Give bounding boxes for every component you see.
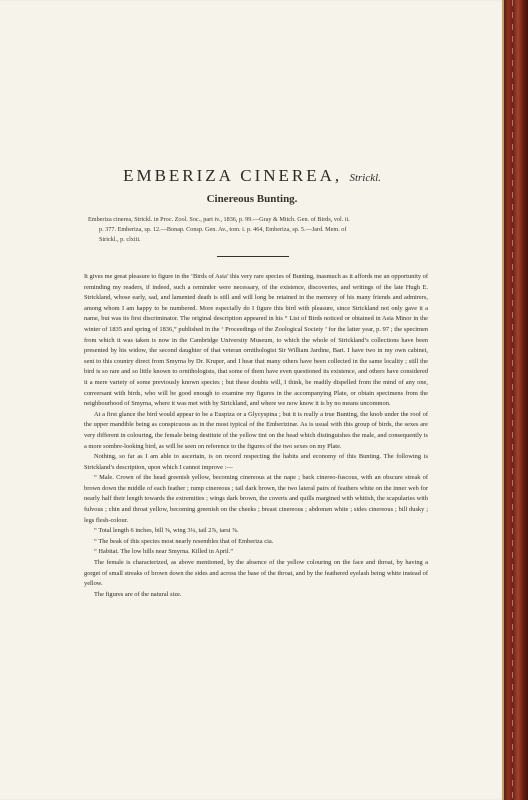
paragraph: “ The beak of this species most nearly resembles that of Emberiza cia.	[94, 537, 274, 545]
synonymy-line: Emberiza cinerea, Strickl. in Proc. Zool. Soc., part iv., 1836, p. 99.—Gray & Mitch. Gen. of Birds, vol. ii.	[88, 216, 350, 223]
paragraph: The female is characterized, as above mentioned, by the absence of the yellow colouring on the face and throat, by having a gorget of small streaks of brown down the sides and across the base of the throat, and by the feathered eyelash being white instead of yellow.	[84, 559, 428, 588]
paragraph: “ Habitat. The low hills near Smyrna. Killed in April.”	[94, 548, 234, 556]
paragraph: At a first glance the bird would appear to be a Euspiza or a Glycyspina ; but it is really a true Bunting, the knob under the roof of the upper mandible being as conspicuous as in the most typical of the Emberizinæ. As is usual with this group of birds, the sexes are very different in colouring, the female being destitute of the yellow tint on the head which distinguishes the male, and consequently is a more sombre-looking bird, as will be seen on reference to the figures of the two sexes on my Plate.	[84, 410, 428, 450]
paragraph: It gives me great pleasure to figure in the ‘Birds of Asia’ this very rare species of Bunting, inasmuch as it affords me an opportunity of reminding my readers, if indeed, such a reminder were necessary, of the existence, discoveries, and writings of the late Hugh E. Strickland, whose early, sad, and lamented death is still and will long be retained in the memory of his many friends and admirers, among whom I am happy to be numbered. More especially do I figure this bird with pleasure, since Strickland not only gave it a name, but was its first discriminator. The original description appeared in his “ List of Birds noticed or obtained in Asia Minor in the winter of 1835 and spring of 1836,” published in the ‘ Proceedings of the Zoological Society ’ for the latter year, p. 97 ; the specimen from which it was taken is now in the Cambridge University Museum, to which the whole of Strickland’s collections have been presented by his widow, the second daughter of that veteran ornithologist Sir William Jardine, Bart. I have two in my own cabinet, sent to this country direct from Smyrna by Dr. Kruper, and I hear that many others have been collected in the same locality ; still the bird is so rare and so little known to ornithologists, that some of them have even questioned its existence, and others have considered it a mere variety of some previously known species ; but these doubts will, I think, be readily dispelled from the mind of any one, conversant with birds, who will be good enough to examine my figures in the accompanying Plate, or obtain specimens from the neighbourhood of Smyrna, where it was met with by Strickland, and where we now know it is by no means uncommon.	[84, 273, 428, 408]
species-name: EMBERIZA CINEREA,	[123, 166, 343, 185]
spine-gilt-line	[512, 0, 513, 800]
book-spine-edge	[502, 0, 528, 800]
synonymy-line: p. 377. Emberiza, sp. 12.—Bonap. Consp. Gen. Av., tom. i. p. 464, Emberiza, sp. 5.—Jard. Mem. of	[99, 225, 347, 233]
paragraph: “ Total length 6 inches, bill ⅝, wing 3¼, tail 2⅞, tarsi ⅞.	[94, 527, 239, 535]
section-divider	[217, 256, 289, 257]
species-authority: Strickl.	[349, 172, 381, 184]
body-text	[84, 272, 428, 600]
paragraph: The figures are of the natural size.	[94, 590, 182, 598]
paragraph: “ Male. Crown of the head greenish yellow, becoming cinereous at the nape ; back cinereo-fuscous, with an obscure streak of brown down the middle of each feather ; rump cinereous ; tail dark brown, the two lateral pairs of feathers white on the inner web for nearly half their length towards the extremities ; wings dark brown, the coverts and quills margined with whitish, the scapularies with fulvous ; chin and throat yellow, becoming greenish on the cheeks ; breast cinereous ; abdomen white ; sides cinereous ; bill dusky ; legs flesh-colour.	[84, 474, 428, 524]
synonymy-line: Strickl., p. clxiii.	[99, 235, 141, 243]
synonymy-block	[88, 215, 428, 244]
common-name: Cinereous Bunting.	[206, 193, 298, 205]
page-title	[60, 166, 444, 186]
paragraph: Nothing, so far as I am able to ascertain, is on record respecting the habits and economy of this Bunting. The following is Strickland’s description, upon which I cannot improve :—	[84, 453, 428, 471]
